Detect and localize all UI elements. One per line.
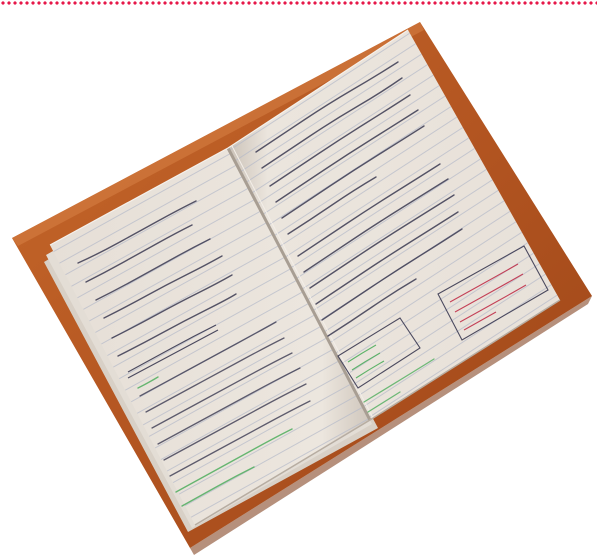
notebook-photo	[0, 0, 597, 557]
